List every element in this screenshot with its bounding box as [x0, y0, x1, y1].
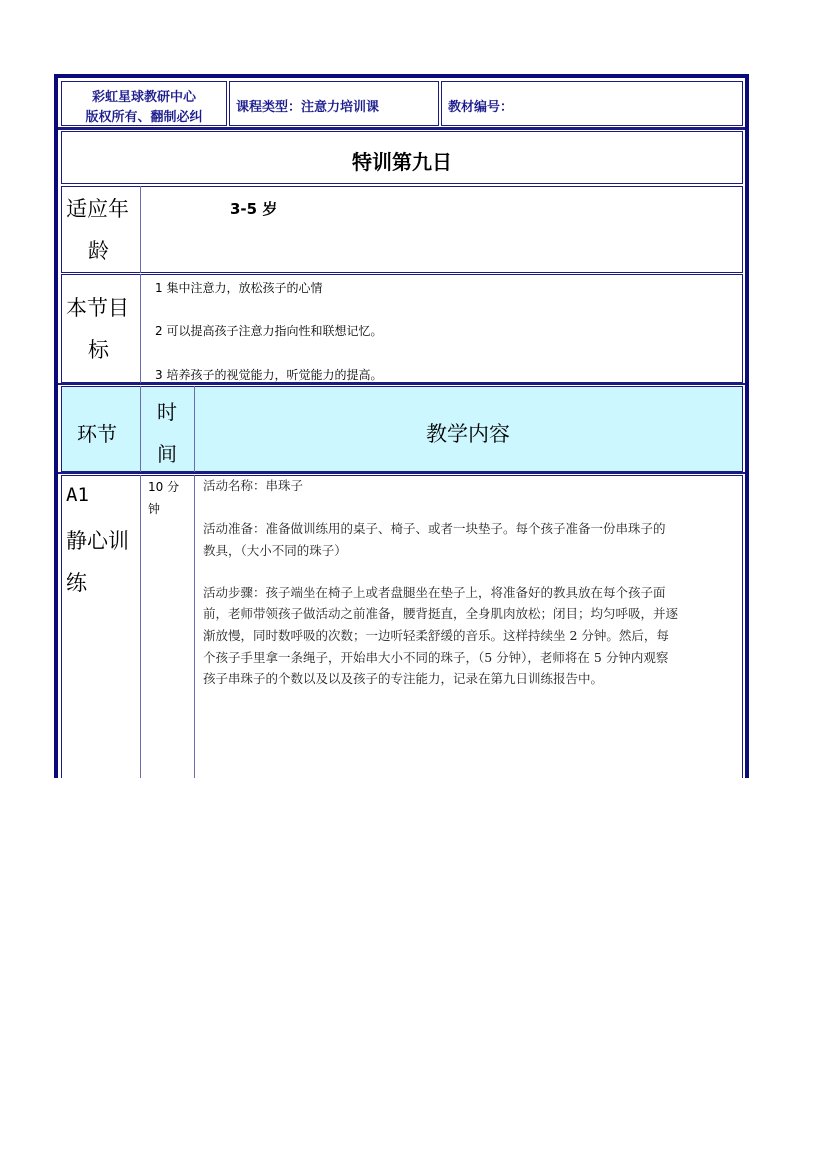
goals-label-line1: 本节目 [66, 296, 129, 320]
goals-divider [140, 274, 141, 383]
age-row [61, 186, 743, 273]
row1-divider-1 [140, 475, 141, 778]
row1-divider-2 [194, 475, 195, 778]
row1-segment-line3: 练 [66, 571, 87, 595]
prep-line2: 教具，（大小不同的珠子） [203, 543, 347, 558]
header-segment: 环节 [77, 422, 117, 446]
goals-separator [58, 383, 745, 385]
course-type-box [229, 81, 439, 126]
age-label-line2: 龄 [88, 239, 109, 263]
prep-line1: 活动准备：准备做训练用的桌子、椅子、或者一块垫子。每个孩子准备一份串珠子的 [203, 521, 666, 536]
table-header-separator [58, 472, 745, 474]
course-type: 课程类型：注意力培训课 [236, 100, 380, 115]
header-time-line2: 间 [157, 442, 177, 466]
steps-line3: 渐放慢，同时数呼吸的次数；一边听轻柔舒缓的音乐。这样持续坐 2 分钟。然后，每 [203, 628, 669, 643]
steps-line5: 孩子串珠子的个数以及以及孩子的专注能力，记录在第九日训练报告中。 [203, 671, 604, 686]
activity-name: 活动名称：串珠子 [203, 478, 304, 493]
steps-line2: 前，老师带领孩子做活动之前准备，腰背挺直，全身肌肉放松；闭目；均匀呼吸，并逐 [203, 606, 679, 621]
title-box [61, 131, 743, 184]
age-label-line1: 适应年 [66, 197, 129, 221]
steps-line1: 活动步骤：孩子端坐在椅子上或者盘腿坐在垫子上，将准备好的教具放在每个孩子面 [203, 585, 666, 600]
goal-item-1: 1 集中注意力，放松孩子的心情 [155, 281, 323, 295]
page-title: 特训第九日 [352, 150, 452, 174]
row1-time-line1: 10 分 [148, 480, 180, 494]
header-divider-1 [140, 386, 141, 472]
age-divider [140, 186, 141, 273]
row1-segment-line1: A1 [66, 484, 89, 506]
org-line1: 彩虹星球教研中心 [91, 90, 196, 105]
header-separator [58, 127, 745, 130]
age-value: 3-5 岁 [230, 200, 278, 218]
goal-item-3: 3 培养孩子的视觉能力，听觉能力的提高。 [155, 368, 383, 382]
goal-item-2: 2 可以提高孩子注意力指向性和联想记忆。 [155, 324, 383, 338]
header-content: 教学内容 [426, 422, 510, 446]
row1-time-line2: 钟 [148, 502, 161, 516]
steps-line4: 个孩子手里拿一条绳子，开始串大小不同的珠子，（5 分钟），老师将在 5 分钟内观察 [203, 650, 669, 665]
header-divider-2 [194, 386, 195, 472]
material-no-box [441, 81, 743, 126]
goals-label-line2: 标 [88, 338, 109, 362]
header-time-line1: 时 [157, 400, 177, 424]
org-line2: 版权所有、翻制必纠 [85, 110, 203, 125]
material-no: 教材编号： [448, 100, 514, 115]
row1-segment-line2: 静心训 [66, 529, 129, 553]
org-box [61, 81, 227, 126]
